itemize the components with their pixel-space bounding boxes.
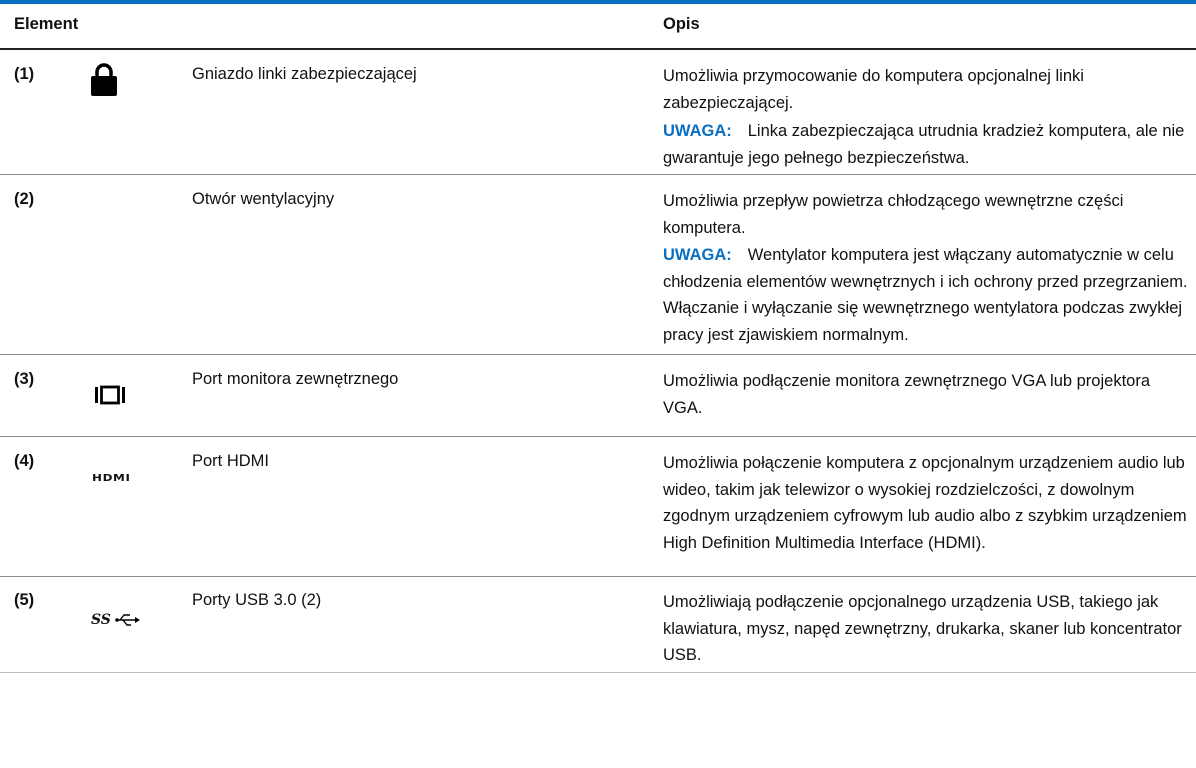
row-name: Gniazdo linki zabezpieczającej — [192, 65, 417, 83]
row-description: Umożliwia połączenie komputera z opcjonalnym urządzeniem audio lub wideo, takim jak telewizor o wysokiej rozdzielczości, z dowolnym zgodnym urządzeniem cyfrowym lub audio albo z szybkim urządzeniem High Definition Multimedia Interface (HDMI). — [663, 454, 1187, 552]
row-name: Otwór wentylacyjny — [192, 190, 335, 208]
row-number: (5) — [14, 591, 35, 609]
table-row — [0, 175, 1196, 355]
note-text: Linka zabezpieczająca utrudnia kradzież komputera, ale nie gwarantuje jego pełnego bezpieczeństwa. — [663, 122, 1185, 167]
table-row — [0, 355, 1196, 437]
usb-ss-label: SS — [91, 611, 111, 628]
row-number: (3) — [14, 370, 35, 388]
table-header — [0, 4, 1196, 50]
row-name: Port monitora zewnętrznego — [192, 370, 399, 388]
usb-superspeed-icon — [91, 611, 141, 629]
row-note — [663, 242, 1191, 348]
table-row — [0, 50, 1196, 175]
table-row — [0, 437, 1196, 577]
table-row — [0, 577, 1196, 673]
row-description: Umożliwia przepływ powietrza chłodzącego wewnętrzne części komputera. — [663, 192, 1124, 237]
note-label: UWAGA: — [663, 122, 732, 140]
hdmi-icon: HDMI — [92, 473, 131, 484]
row-description: Umożliwiają podłączenie opcjonalnego urządzenia USB, takiego jak klawiatura, mysz, napęd zewnętrzny, drukarka, skaner lub koncentrator USB. — [663, 593, 1182, 664]
note-text: Wentylator komputera jest włączany automatycznie w celu chłodzenia elementów wewnętrznych i ich ochrony przed przegrzaniem. Włączanie i wyłączanie się wewnętrznego wentylatora podczas zwykłej pracy jest zjawiskiem normalnym. — [663, 246, 1188, 344]
header-element: Element — [14, 15, 79, 33]
vga-port-icon — [95, 385, 127, 410]
row-description: Umożliwia przymocowanie do komputera opcjonalnej linki zabezpieczającej. — [663, 67, 1084, 112]
row-number: (2) — [14, 190, 35, 208]
header-description: Opis — [663, 15, 700, 33]
row-description: Umożliwia podłączenie monitora zewnętrznego VGA lub projektora VGA. — [663, 372, 1150, 417]
row-name: Port HDMI — [192, 452, 270, 470]
row-number: (4) — [14, 452, 35, 470]
usb-trident-icon — [115, 613, 141, 627]
note-label: UWAGA: — [663, 246, 732, 264]
row-note — [663, 118, 1191, 171]
lock-icon — [90, 62, 118, 101]
row-number: (1) — [14, 65, 35, 83]
row-name: Porty USB 3.0 (2) — [192, 591, 322, 609]
